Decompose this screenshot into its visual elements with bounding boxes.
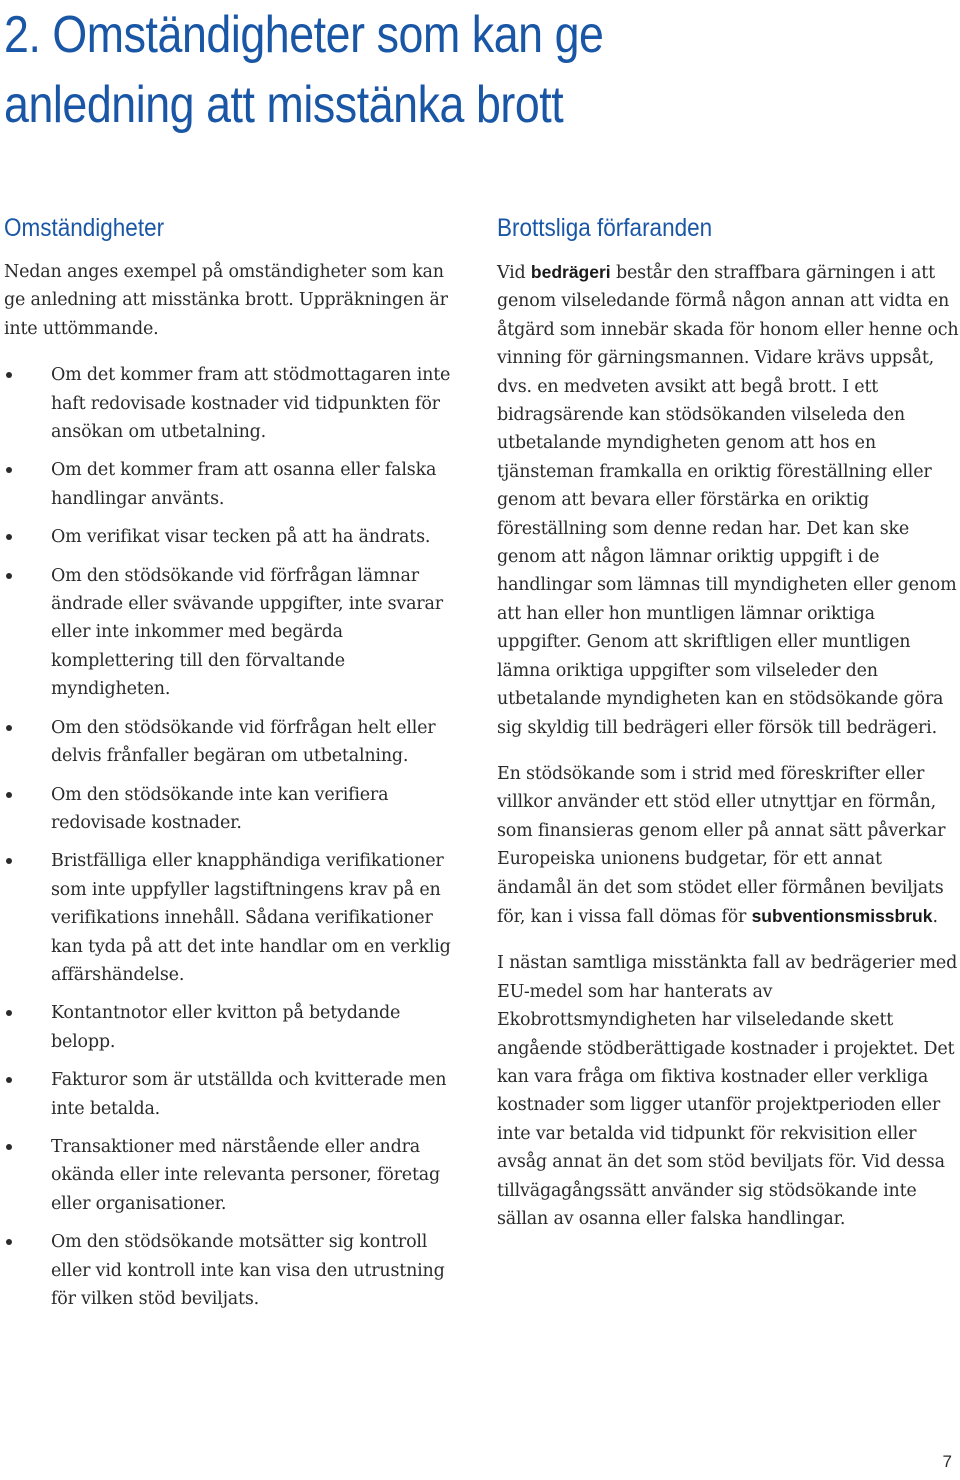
circumstances-list xyxy=(4,361,466,1313)
section-heading-criminal-procedures: Brottsliga förfaranden xyxy=(497,214,713,242)
fraud-paragraph-lead: Vid xyxy=(497,263,531,283)
bullet-icon xyxy=(6,467,12,473)
left-column xyxy=(4,210,466,1323)
bullet-icon xyxy=(6,1144,12,1150)
eu-funds-paragraph: I nästan samtliga misstänkta fall av bedrägerier med EU-medel som har hanterats av Ekobrottsmyndigheten har vilseledande skett angående stödberättigade kostnader i projektet. Det kan vara fråga om fiktiva kostnader eller verkliga kostnader som ligger utanför projektperioden eller inte var betalda vid tidpunkt för rekvisition eller avsåg annat än det som stöd beviljats för. Vid dessa tillvägagångssätt använder sig stödsökande inte sällan av osanna eller falska handlingar. xyxy=(497,953,958,1229)
list-item-text: Transaktioner med närstående eller andra okända eller inte relevanta personer, företag eller organisationer. xyxy=(51,1136,441,1214)
list-item xyxy=(4,523,466,551)
list-item xyxy=(4,456,466,513)
list-item-text: Om det kommer fram att osanna eller falska handlingar använts. xyxy=(51,460,437,509)
list-item xyxy=(4,1133,466,1218)
list-item xyxy=(4,562,466,704)
subsidy-misuse-paragraph xyxy=(497,760,959,931)
intro-paragraph: Nedan anges exempel på omständigheter som kan ge anledning att misstänka brott. Uppräkningen är inte uttömmande. xyxy=(4,262,448,339)
list-item-text: Om den stödsökande motsätter sig kontroll eller vid kontroll inte kan visa den utrustning för vilken stöd beviljats. xyxy=(51,1232,445,1309)
list-item-text: Om den stödsökande inte kan verifiera redovisade kostnader. xyxy=(51,784,389,833)
list-item xyxy=(4,714,466,771)
section-heading-circumstances: Omständigheter xyxy=(4,214,165,242)
list-item-text: Om den stödsökande vid förfrågan helt eller delvis frånfaller begäran om utbetalning. xyxy=(51,717,436,767)
subsidy-misuse-paragraph-end: . xyxy=(932,906,938,927)
bullet-icon xyxy=(6,792,12,798)
keyword-fraud: bedrägeri xyxy=(530,262,611,282)
page-title-line-2: anledning att misstänka brott xyxy=(4,76,564,134)
list-item-text: Om det kommer fram att stödmottagaren inte haft redovisade kostnader vid tidpunkten för ansökan om utbetalning. xyxy=(51,365,451,443)
bullet-icon xyxy=(6,534,12,540)
page-number: 7 xyxy=(942,1452,952,1471)
bullet-icon xyxy=(6,858,12,864)
fraud-paragraph-body: består den straffbara gärningen i att genom vilseledande förmå någon annan att vidta en åtgärd som innebär skada för honom eller henne och vinning för gärningsmannen. Vidare krävs uppsåt, dvs. en medveten avsikt att begå brott. I ett bidragsärende kan stödsökanden vilseleda den utbetalande myndigheten genom att hos en tjänsteman framkalla en oriktig föreställning eller genom att bevara eller förstärka en oriktig föreställning som denne redan har. Det kan ske genom att någon lämnar oriktig uppgift i de handlingar som lämnas till myndigheten eller genom att han eller hon muntligen lämnar oriktiga uppgifter. Genom att skriftligen eller muntligen lämna oriktiga uppgifter som vilseleder den utbetalande myndigheten kan en stödsökande göra sig skyldig till bedrägeri eller försök till bedrägeri. xyxy=(497,263,959,738)
subsidy-misuse-paragraph-body: En stödsökande som i strid med föreskrifter eller villkor använder ett stöd eller utnyttjar en förmån, som finansieras genom eller på annat sätt påverkar Europeiska unionens budgetar, för ett annat ändamål än det som stödet eller förmånen beviljats för, kan i vissa fall dömas för xyxy=(497,763,946,927)
list-item-text: Kontantnotor eller kvitton på betydande belopp. xyxy=(51,1003,401,1052)
list-item-text: Om verifikat visar tecken på att ha ändrats. xyxy=(51,527,431,548)
bullet-icon xyxy=(6,1239,12,1245)
bullet-icon xyxy=(6,725,12,731)
bullet-icon xyxy=(6,372,12,378)
list-item-text: Om den stödsökande vid förfrågan lämnar ändrade eller svävande uppgifter, inte svarar eller inte inkommer med begärda komplettering till den förvaltande myndigheten. xyxy=(51,565,443,700)
bullet-icon xyxy=(6,573,12,579)
fraud-paragraph xyxy=(497,258,959,742)
list-item xyxy=(4,1066,466,1123)
page-title xyxy=(4,0,812,140)
page-title-line-1: 2. Omständigheter som kan ge xyxy=(4,6,604,64)
list-item xyxy=(4,1228,466,1313)
list-item xyxy=(4,781,466,838)
list-item xyxy=(4,361,466,446)
list-item-text: Bristfälliga eller knapphändiga verifikationer som inte uppfyller lagstiftningens krav på en verifikations innehåll. Sådana verifikationer kan tyda på att det inte handlar om en verklig affärshändelse. xyxy=(51,851,451,985)
list-item xyxy=(4,999,466,1056)
right-column xyxy=(497,210,959,1251)
list-item xyxy=(4,847,466,989)
bullet-icon xyxy=(6,1010,12,1016)
keyword-subsidy-misuse: subventionsmissbruk xyxy=(751,905,933,926)
list-item-text: Fakturor som är utställda och kvitterade men inte betalda. xyxy=(51,1070,447,1119)
bullet-icon xyxy=(6,1077,12,1083)
